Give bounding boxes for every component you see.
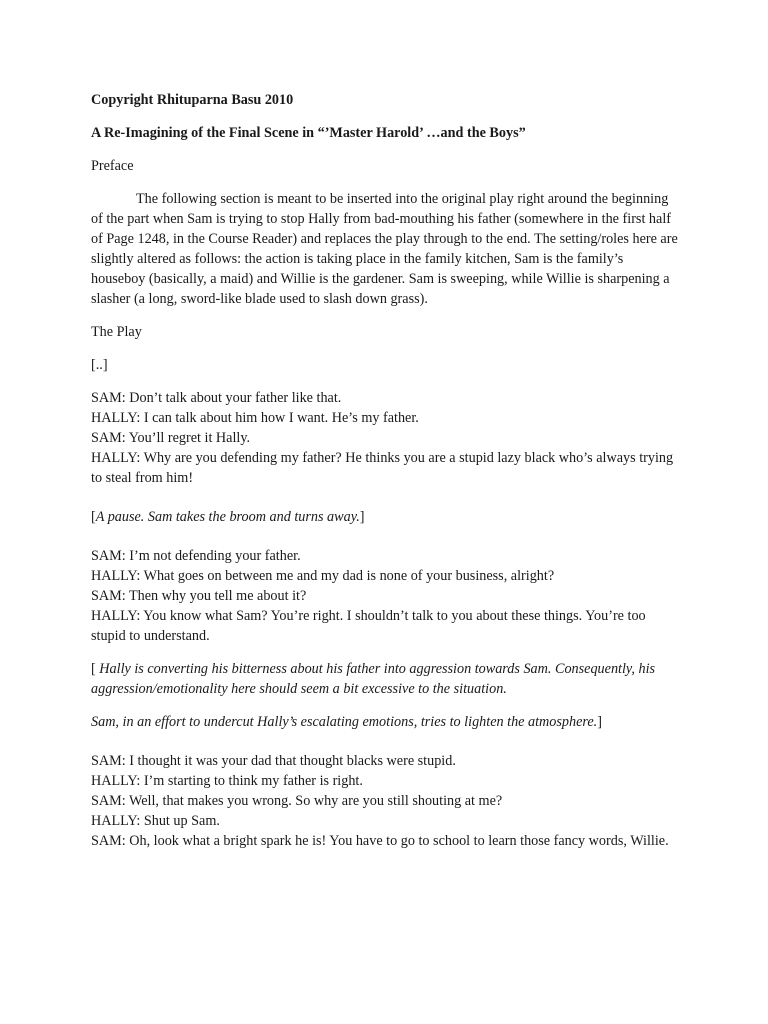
dialogue-line: SAM: You’ll regret it Hally. — [91, 430, 251, 446]
preface-heading: Preface — [91, 158, 134, 174]
dialogue-line: HALLY: I can talk about him how I want. He’s my father. — [91, 410, 419, 426]
dialogue-block-2 — [91, 546, 681, 646]
stage-direction-3 — [91, 712, 681, 732]
ellipsis-marker: [..] — [91, 357, 108, 373]
copyright-line: Copyright Rhituparna Basu 2010 — [91, 92, 294, 108]
bracket-close: ] — [359, 509, 365, 525]
dialogue-line: SAM: Then why you tell me about it? — [91, 588, 307, 604]
bracket-open: [ — [91, 509, 96, 525]
bracket-close: ] — [597, 714, 602, 730]
dialogue-line: SAM: Don’t talk about your father like that. — [91, 390, 342, 406]
document-body — [91, 90, 681, 851]
dialogue-line: SAM: Oh, look what a bright spark he is! You have to go to school to learn those fancy words, Willie. — [91, 833, 669, 849]
dialogue-block-1 — [91, 388, 681, 488]
stage-direction-text: A pause. Sam takes the broom and turns away. — [95, 509, 360, 525]
stage-direction-2 — [91, 659, 681, 699]
dialogue-line: HALLY: You know what Sam? You’re right. I shouldn’t talk to you about these things. You’re too stupid to understand. — [91, 608, 646, 644]
document-title: A Re-Imagining of the Final Scene in “’Master Harold’ …and the Boys” — [91, 125, 526, 141]
stage-direction-text: Hally is converting his bitterness about his father into aggression towards Sam. Consequently, his aggression/emotionality here should seem a bit excessive to the situation. — [91, 661, 656, 697]
dialogue-line: HALLY: Shut up Sam. — [91, 813, 220, 829]
bracket-open: [ — [91, 661, 100, 677]
dialogue-line: SAM: Well, that makes you wrong. So why are you still shouting at me? — [91, 793, 503, 809]
dialogue-line: SAM: I’m not defending your father. — [91, 548, 301, 564]
preface-paragraph: The following section is meant to be inserted into the original play right around the beginning of the part when Sam is trying to stop Hally from bad-mouthing his father (somewhere in the first half of Page 1248, in the Course Reader) and replaces the play through to the end. The setting/roles here are slightly altered as follows: the action is taking place in the family kitchen, Sam is the family’s houseboy (basically, a maid) and Willie is the gardener. Sam is sweeping, while Willie is sharpening a slasher (a long, sword-like blade used to slash down grass). — [91, 191, 678, 307]
play-heading: The Play — [91, 324, 142, 340]
stage-direction-1 — [91, 507, 681, 527]
dialogue-line: HALLY: Why are you defending my father? He thinks you are a stupid lazy black who’s always trying to steal from him! — [91, 450, 674, 486]
stage-direction-text: Sam, in an effort to undercut Hally’s escalating emotions, tries to lighten the atmosphere. — [91, 714, 598, 730]
dialogue-line: HALLY: I’m starting to think my father is right. — [91, 773, 363, 789]
dialogue-line: SAM: I thought it was your dad that thought blacks were stupid. — [91, 753, 456, 769]
dialogue-block-3 — [91, 751, 681, 851]
dialogue-line: HALLY: What goes on between me and my dad is none of your business, alright? — [91, 568, 555, 584]
